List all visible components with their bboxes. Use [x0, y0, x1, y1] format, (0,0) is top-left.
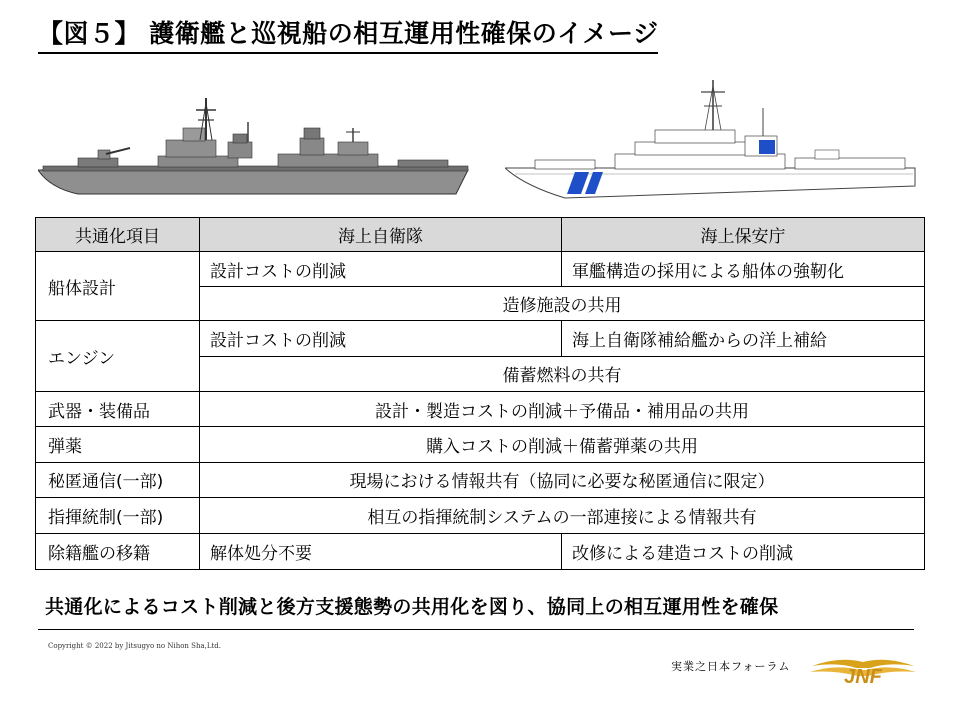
cell-engine-shared: 備蓄燃料の共有	[200, 356, 925, 391]
table-row	[36, 498, 925, 533]
cell-engine-jmsdf: 設計コストの削減	[200, 321, 562, 356]
cell-hull-jmsdf: 設計コストの削減	[200, 252, 562, 286]
table-row	[36, 391, 925, 426]
conclusion-text: 共通化によるコスト削減と後方支援態勢の共用化を図り、協同上の相互運用性を確保	[45, 596, 779, 618]
jnf-logo-icon	[810, 652, 916, 688]
interoperability-table	[35, 217, 925, 570]
row-item-comms: 秘匿通信(一部)	[36, 462, 200, 497]
cell-engine-jcg: 海上自衛隊補給艦からの洋上補給	[562, 321, 925, 356]
cell-hull-shared: 造修施設の共用	[200, 286, 925, 320]
cell-decommission-jmsdf: 解体処分不要	[200, 533, 562, 569]
row-item-decommission: 除籍艦の移籍	[36, 533, 200, 569]
cell-command-shared: 相互の指揮統制システムの一部連接による情報共有	[200, 498, 925, 533]
row-item-weapons: 武器・装備品	[36, 391, 200, 426]
page-title: 【図５】 護衛艦と巡視船の相互運用性確保のイメージ	[38, 14, 658, 54]
coast-guard-illustration	[505, 78, 925, 208]
destroyer-illustration	[38, 98, 478, 204]
header-jcg: 海上保安庁	[562, 218, 925, 252]
logo-text: JNF	[844, 666, 882, 688]
patrol-vessel-icon	[505, 80, 915, 198]
row-item-ammo: 弾薬	[36, 427, 200, 462]
destroyer-ship-icon	[38, 98, 468, 194]
footer-divider	[38, 629, 914, 630]
cell-hull-jcg: 軍艦構造の採用による船体の強靭化	[562, 252, 925, 286]
table-header-row	[36, 218, 925, 252]
table-row	[36, 462, 925, 497]
forum-name: 実業之日本フォーラム	[671, 660, 791, 673]
row-item-hull: 船体設計	[36, 252, 200, 321]
cell-ammo-shared: 購入コストの削減＋備蓄弾薬の共用	[200, 427, 925, 462]
cell-comms-shared: 現場における情報共有（協同に必要な秘匿通信に限定）	[200, 462, 925, 497]
table-row	[36, 427, 925, 462]
table-row	[36, 533, 925, 569]
table-row	[36, 321, 925, 356]
copyright-text: Copyright © 2022 by Jitsugyo no Nihon Sha,Ltd.	[48, 642, 222, 650]
row-item-engine: エンジン	[36, 321, 200, 392]
header-jmsdf: 海上自衛隊	[200, 218, 562, 252]
cell-decommission-jcg: 改修による建造コストの削減	[562, 533, 925, 569]
row-item-command: 指揮統制(一部)	[36, 498, 200, 533]
table-row	[36, 252, 925, 286]
cell-weapons-shared: 設計・製造コストの削減＋予備品・補用品の共用	[200, 391, 925, 426]
header-common-item: 共通化項目	[36, 218, 200, 252]
